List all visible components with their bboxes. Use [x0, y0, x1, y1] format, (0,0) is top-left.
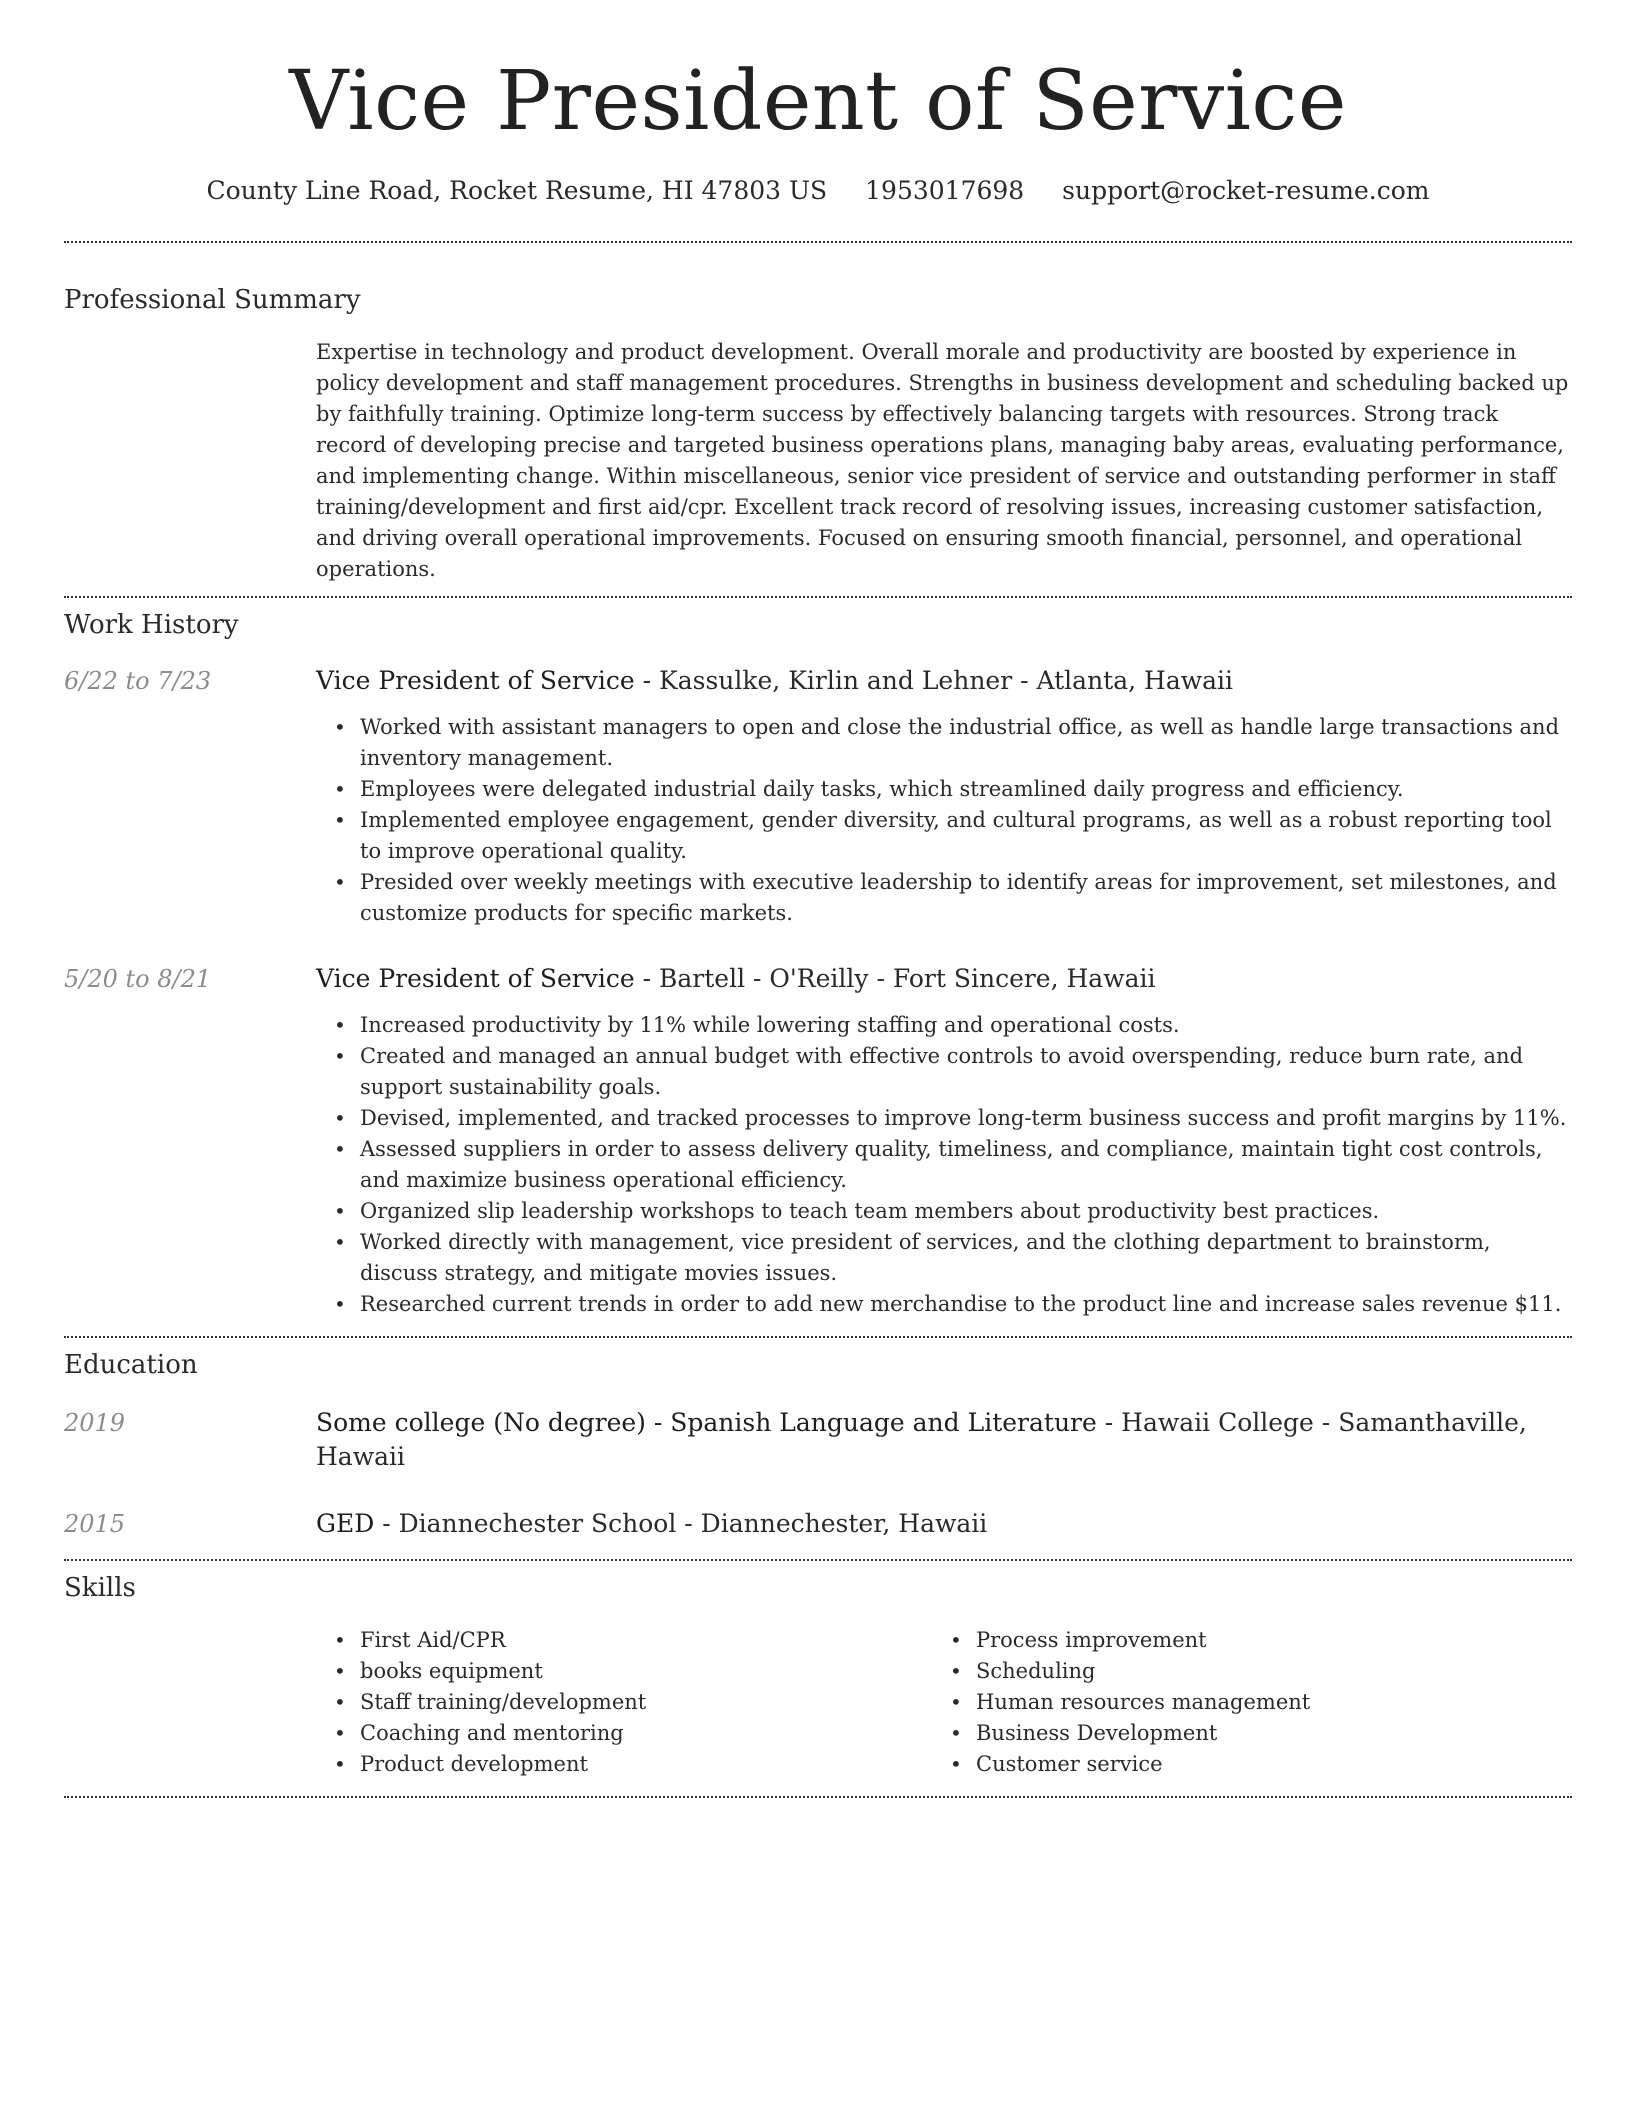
- resume-page: [64, 0, 1572, 1798]
- skills-grid: [316, 1625, 1572, 1780]
- section-heading-work: Work History: [64, 610, 239, 640]
- divider: [64, 1559, 1572, 1561]
- skill-item: • Process improvement: [976, 1625, 1548, 1656]
- phone: 1953017698: [865, 176, 1025, 205]
- education-line: [316, 1406, 1572, 1474]
- education-line: [316, 1507, 1572, 1541]
- skill-item: • Staff training/development: [360, 1687, 932, 1718]
- section-heading-summary: Professional Summary: [64, 285, 361, 315]
- address: County Line Road, Rocket Resume, HI 47803 US: [206, 176, 828, 205]
- divider: [64, 1796, 1572, 1798]
- skill-item: • Business Development: [976, 1718, 1548, 1749]
- list-item: • Organized slip leadership workshops to teach team members about productivity best practices.: [360, 1196, 1572, 1227]
- job-employer-location: - Kassulke, Kirlin and Lehner - Atlanta, Hawaii: [634, 666, 1234, 695]
- list-item: • Assessed suppliers in order to assess delivery quality, timeliness, and compliance, maintain tight cost controls, and maximize business operational efficiency.: [360, 1134, 1572, 1196]
- skills-column-left: [316, 1625, 932, 1780]
- education-year: 2019: [64, 1409, 126, 1437]
- list-item: • Worked with assistant managers to open and close the industrial office, as well as handle large transactions and inventory management.: [360, 712, 1572, 774]
- job-entry: [64, 664, 1572, 929]
- job-title-line: [316, 962, 1572, 996]
- section-heading-skills: Skills: [64, 1573, 136, 1603]
- education-degree: GED: [316, 1509, 375, 1538]
- job-entry: [64, 962, 1572, 1320]
- list-item: • Employees were delegated industrial daily tasks, which streamlined daily progress and efficiency.: [360, 774, 1572, 805]
- education-degree: Some college (No degree) - Spanish Language and Literature: [316, 1408, 1097, 1437]
- skill-item: • Product development: [360, 1749, 932, 1780]
- list-item: • Researched current trends in order to add new merchandise to the product line and increase sales revenue $11.: [360, 1289, 1572, 1320]
- skill-item: • books equipment: [360, 1656, 932, 1687]
- skills-column-right: [932, 1625, 1548, 1780]
- skill-item: • Coaching and mentoring: [360, 1718, 932, 1749]
- job-dates: 5/20 to 8/21: [64, 965, 212, 993]
- list-item: • Presided over weekly meetings with executive leadership to identify areas for improvement, set milestones, and customize products for specific markets.: [360, 867, 1572, 929]
- divider: [64, 241, 1572, 243]
- list-item: • Implemented employee engagement, gender diversity, and cultural programs, as well as a robust reporting tool to improve operational quality.: [360, 805, 1572, 867]
- skill-item: • Customer service: [976, 1749, 1548, 1780]
- education-year: 2015: [64, 1510, 126, 1538]
- education-school: - Diannechester School - Diannechester, Hawaii: [374, 1509, 988, 1538]
- education-school: - Hawaii College - Samanthaville, Hawaii: [316, 1408, 1527, 1471]
- job-title: Vice President of Service: [316, 964, 635, 993]
- list-item: • Increased productivity by 11% while lowering staffing and operational costs.: [360, 1010, 1572, 1041]
- divider: [64, 1336, 1572, 1338]
- job-bullets: [360, 712, 1572, 929]
- skill-item: • First Aid/CPR: [360, 1625, 932, 1656]
- contact-line: [64, 174, 1572, 208]
- summary-text: Expertise in technology and product development. Overall morale and productivity are boosted by experience in policy development and staff management procedures. Strengths in business development and scheduling backed up by faithfully training. Optimize long-term success by effectively balancing targets with resources. Strong track record of developing precise and targeted business operations plans, managing baby areas, evaluating performance, and implementing change. Within miscellaneous, senior vice president of service and outstanding performer in staff training/development and first aid/cpr. Excellent track record of resolving issues, increasing customer satisfaction, and driving overall operational improvements. Focused on ensuring smooth financial, personnel, and operational operations.: [316, 340, 1569, 581]
- job-bullets: [360, 1010, 1572, 1320]
- list-item: • Devised, implemented, and tracked processes to improve long-term business success and profit margins by 11%.: [360, 1103, 1572, 1134]
- candidate-name: Vice President of Service: [289, 54, 1347, 149]
- divider: [64, 596, 1572, 598]
- section-heading-education: Education: [64, 1350, 198, 1380]
- education-entry: [64, 1507, 1572, 1541]
- email: support@rocket-resume.com: [1062, 176, 1430, 205]
- resume-header: [64, 0, 1572, 208]
- list-item: • Created and managed an annual budget with effective controls to avoid overspending, reduce burn rate, and support sustainability goals.: [360, 1041, 1572, 1103]
- skills-list: [976, 1625, 1548, 1780]
- job-employer-location: - Bartell - O'Reilly - Fort Sincere, Hawaii: [634, 964, 1156, 993]
- job-dates: 6/22 to 7/23: [64, 667, 212, 695]
- skill-item: • Human resources management: [976, 1687, 1548, 1718]
- list-item: • Worked directly with management, vice president of services, and the clothing department to brainstorm, discuss strategy, and mitigate movies issues.: [360, 1227, 1572, 1289]
- job-title: Vice President of Service: [316, 666, 635, 695]
- skill-item: • Scheduling: [976, 1656, 1548, 1687]
- education-entry: [64, 1406, 1572, 1474]
- job-title-line: [316, 664, 1572, 698]
- skills-list: [360, 1625, 932, 1780]
